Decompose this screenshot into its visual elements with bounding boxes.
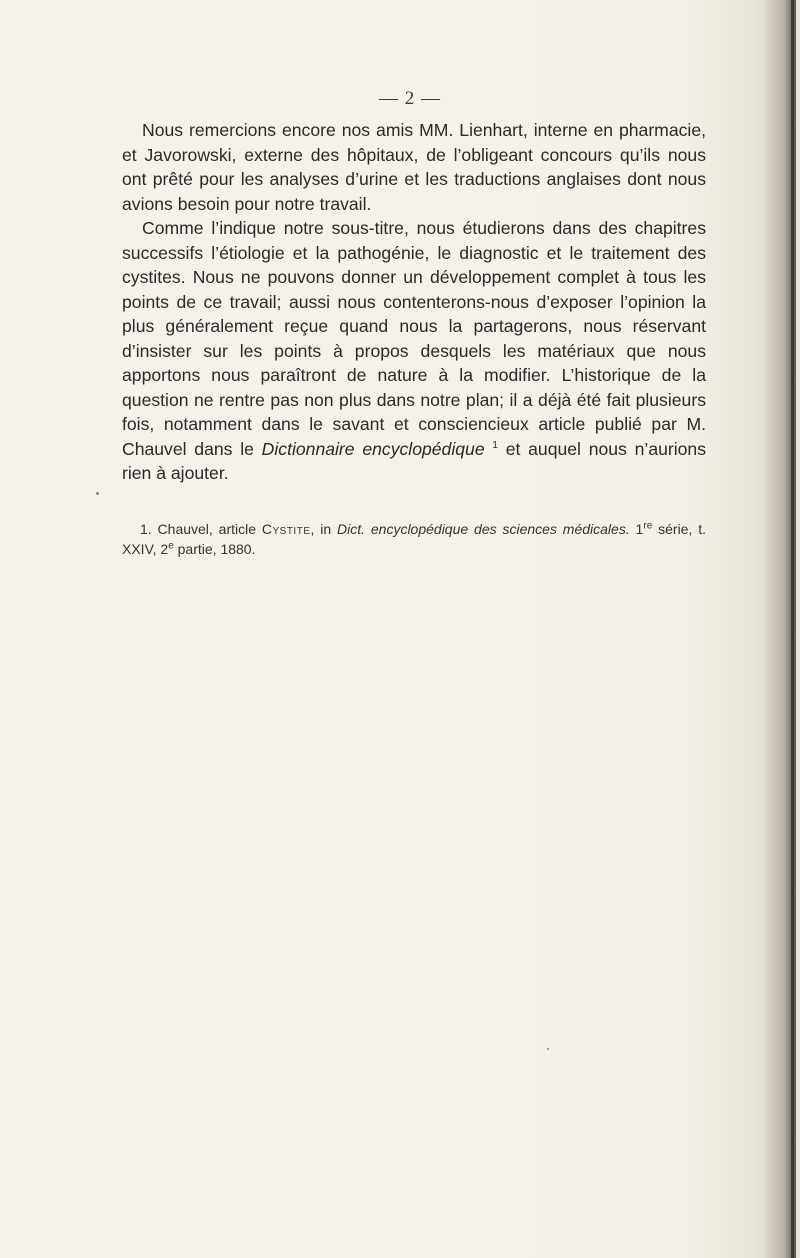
binding-line bbox=[791, 0, 794, 1258]
footnote bbox=[122, 520, 706, 559]
dictionary-title: Dictionnaire encyclopédique bbox=[261, 438, 485, 459]
footnote-author: Chauvel, article bbox=[151, 521, 262, 537]
page-number: — 2 — bbox=[379, 88, 441, 109]
footnote-series-rest: série, t. XXIV, 2 bbox=[122, 521, 706, 557]
footnote-part-rest: partie, 1880. bbox=[173, 540, 256, 557]
paragraph-plan-start: Comme l’indique notre sous-titre, nous étudierons dans des chapitres successifs l’étiologie et la pathogénie, le diagnostic et le traitement des cystites. Nous ne pouvons donner un développement complet à tous les points de ce travail; aussi nous contenterons-nous d’exposer l’opinion la plus généralement reçue quand nous la partagerons, nous réservant d’insister sur les points à propos desquels les matériaux que nous apportons nous paraîtront de nature à la modifier. L’historique de la question ne rentre pas non plus dans notre plan; il a déjà été fait plusieurs fois, notamment dans le savant et consciencieux article publié par M. Chauvel dans le bbox=[122, 218, 706, 459]
footnote-article: Cystite bbox=[261, 521, 311, 537]
footnote-work: Dict. encyclopédique des sciences médicales. bbox=[337, 521, 630, 537]
footnote-series-sup: re bbox=[643, 520, 653, 532]
footnote-marker: 1. bbox=[140, 521, 152, 537]
binding-edge bbox=[796, 0, 800, 1258]
binding-shadow bbox=[764, 0, 800, 1258]
paper-speck bbox=[547, 1048, 549, 1050]
footnote-in: , in bbox=[310, 521, 338, 537]
paragraph-acknowledgements: Nous remercions encore nos amis MM. Lienhart, interne en pharmacie, et Javorowski, externe des hôpitaux, de l’obligeant concours qu’ils nous ont prêté pour les analyses d’urine et les traductions anglaises dont nous avions besoin pour notre travail. bbox=[122, 120, 706, 214]
footnote-series-num: 1 bbox=[629, 521, 644, 537]
body-text bbox=[122, 118, 706, 486]
paragraph-plan bbox=[122, 216, 706, 486]
footnote-part-sup: e bbox=[168, 539, 174, 551]
paragraph-plan-end: et auquel nous n’aurions rien à ajouter. bbox=[122, 438, 707, 483]
paper-speck bbox=[96, 492, 99, 495]
footnote-reference: 1 bbox=[492, 439, 498, 451]
